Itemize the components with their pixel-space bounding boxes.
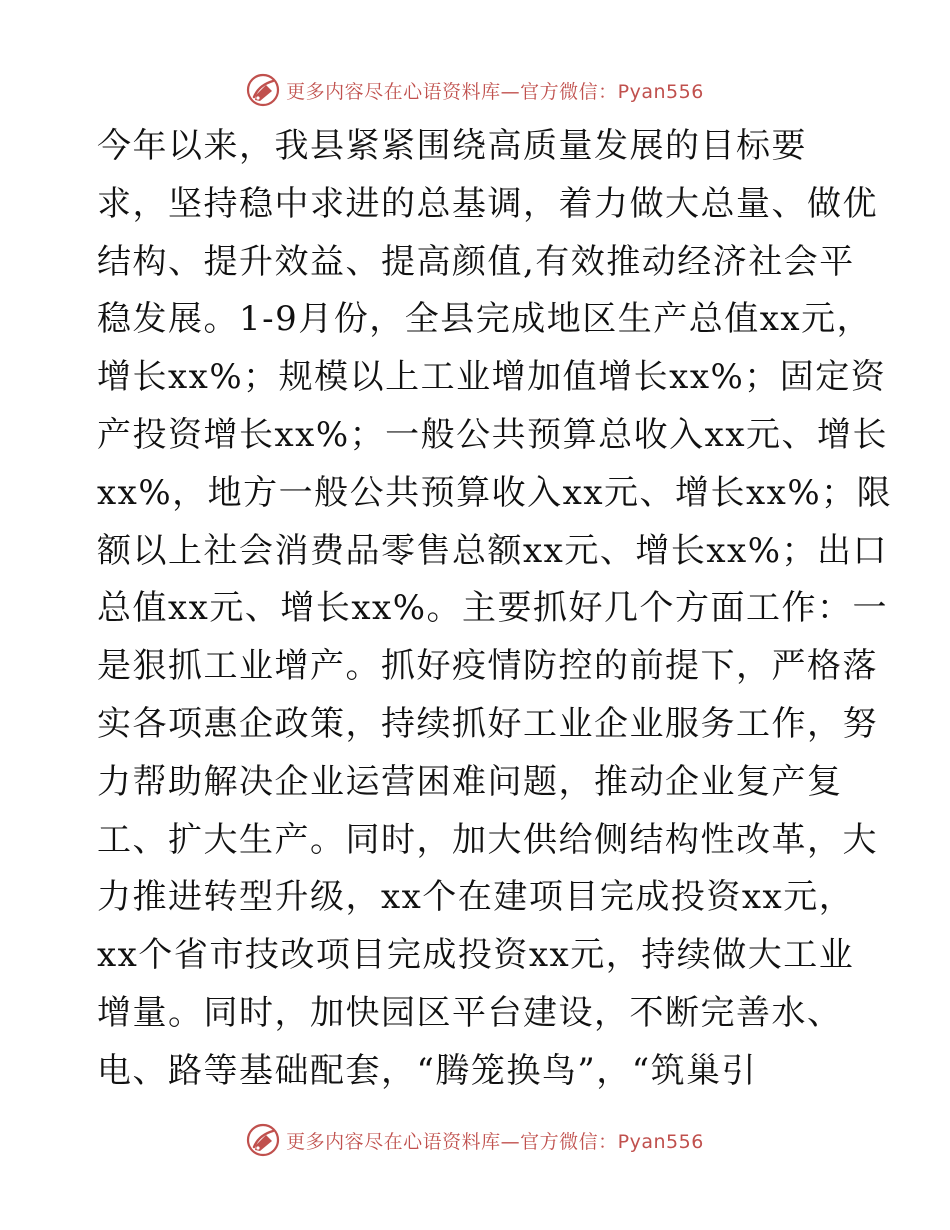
text-line: 电、路等基础配套，“腾笼换鸟”，“筑巢引 [97,1050,758,1091]
text-line: 稳发展。1-9月份，全县完成地区生产总值xx元， [97,299,873,340]
red-pen-logo-icon [246,73,280,107]
text-line: 实各项惠企政策，持续抓好工业企业服务工作，努 [97,703,878,744]
text-line: 增量。同时，加快园区平台建设，不断完善水、 [97,992,843,1033]
header-banner [0,70,950,110]
text-line: 结构、提升效益、提高颜值,有效推动经济社会平 [97,241,855,282]
text-line: 额以上社会消费品零售总额xx元、增长xx%；出口 [97,530,889,571]
document-body [97,118,893,1101]
text-line: 力推进转型升级，xx个在建项目完成投资xx元， [97,877,855,918]
text-line: xx个省市技改项目完成投资xx元，持续做大工业 [97,935,855,976]
text-line: 产投资增长xx%；一般公共预算总收入xx元、增长 [97,414,889,455]
text-line: 求，坚持稳中求进的总基调，着力做大总量、做优 [97,183,878,224]
text-line: 工、扩大生产。同时，加大供给侧结构性改革，大 [97,819,878,860]
text-line: 增长xx%；规模以上工业增加值增长xx%；固定资 [97,357,887,398]
text-line: xx%，地方一般公共预算收入xx元、增长xx%；限 [97,472,893,513]
footer-banner [0,1120,950,1160]
text-line: 力帮助解决企业运营困难问题，推动企业复产复 [97,761,843,802]
footer-banner-text: 更多内容尽在心语资料库—官方微信：Pyan556 [286,1130,704,1153]
text-line: 今年以来，我县紧紧围绕高质量发展的目标要 [97,126,807,166]
text-line: 是狠抓工业增产。抓好疫情防控的前提下，严格落 [97,646,878,687]
header-banner-text: 更多内容尽在心语资料库—官方微信：Pyan556 [286,80,704,103]
red-pen-logo-icon [246,1123,280,1157]
text-line: 总值xx元、增长xx%。主要抓好几个方面工作：一 [97,588,889,629]
